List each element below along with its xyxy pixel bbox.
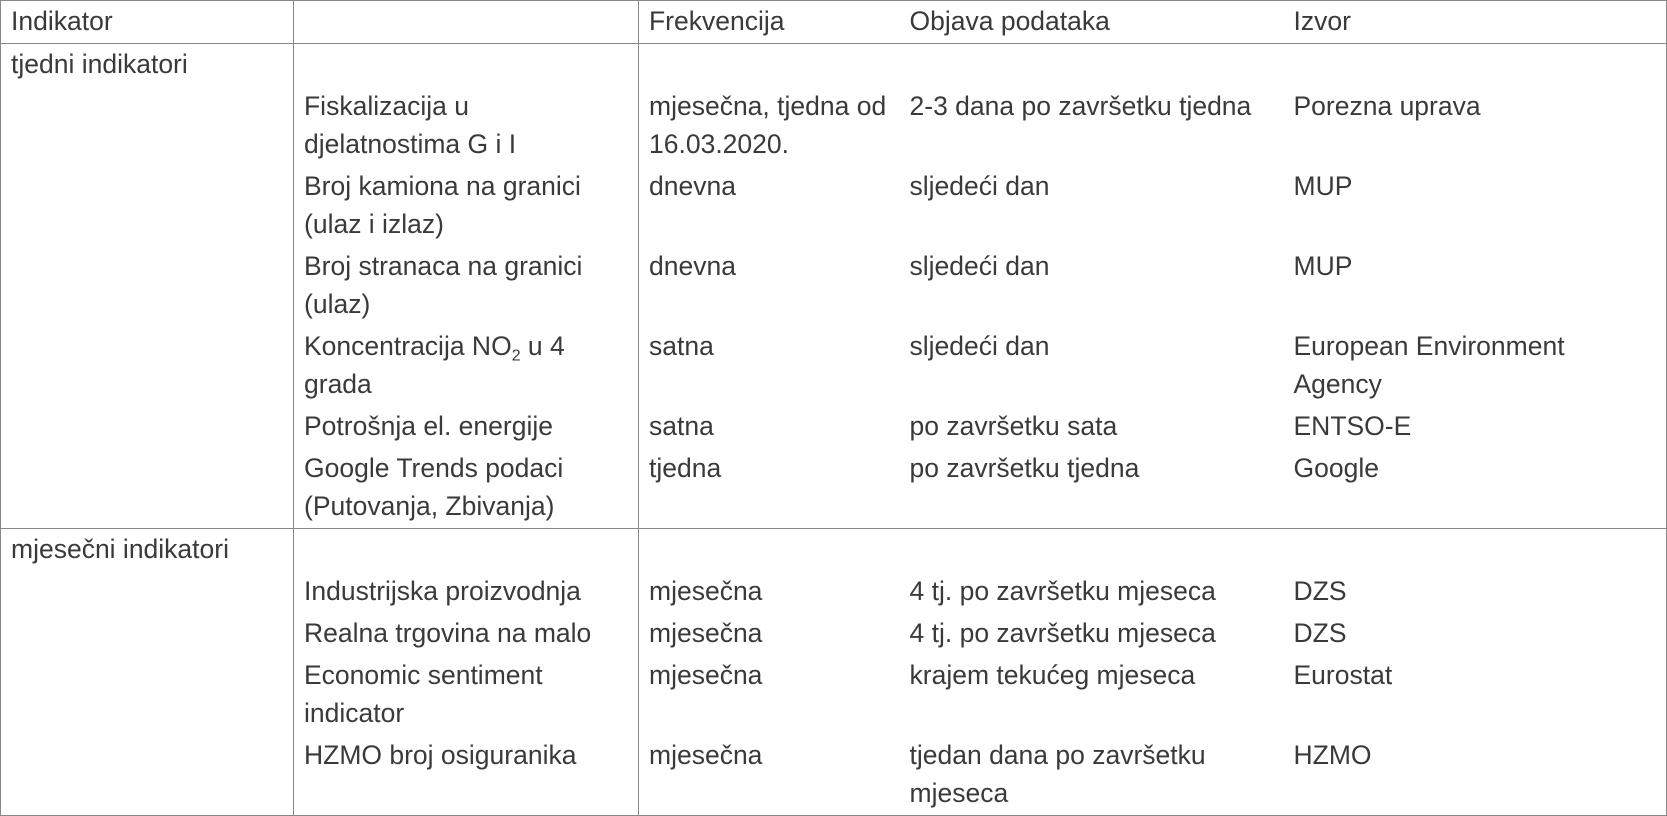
source: MUP <box>1284 166 1667 246</box>
header-frekvencija: Frekvencija <box>639 1 900 44</box>
header-row <box>1 1 1667 44</box>
table-row <box>1 246 1667 326</box>
group-title-row <box>1 44 1667 87</box>
frequency: dnevna <box>649 171 736 201</box>
source: European Environment Agency <box>1284 326 1667 406</box>
source: ENTSO-E <box>1284 406 1667 448</box>
indicator-name-post: u 4 grada <box>304 331 565 399</box>
release: po završetku tjedna <box>900 448 1284 529</box>
release: sljedeći dan <box>909 171 1050 201</box>
frequency: satna <box>649 331 714 361</box>
table-row <box>1 406 1667 448</box>
group-title: mjesečni indikatori <box>1 529 294 572</box>
indicator-name: HZMO broj osiguranika <box>294 735 639 816</box>
source: Google <box>1284 448 1667 529</box>
header-izvor: Izvor <box>1284 1 1667 44</box>
frequency: satna <box>649 411 714 441</box>
header-indikator: Indikator <box>1 1 294 44</box>
header-blank <box>294 1 639 44</box>
frequency: mjesečna <box>649 660 763 690</box>
frequency: mjesečna, tjedna od 16.03.2020. <box>649 91 887 159</box>
table-row <box>1 735 1667 816</box>
indicator-name: Broj kamiona na granici (ulaz i izlaz) <box>294 166 639 246</box>
release: sljedeći dan <box>909 251 1050 281</box>
table-row <box>1 326 1667 406</box>
indicator-name <box>294 326 639 406</box>
source: DZS <box>1284 613 1667 655</box>
release: 2-3 dana po završetku tjedna <box>909 91 1252 121</box>
table-row <box>1 613 1667 655</box>
table-row <box>1 571 1667 613</box>
frequency: mjesečna <box>649 576 763 606</box>
release: 4 tj. po završetku mjeseca <box>909 576 1216 606</box>
indicator-name: Realna trgovina na malo <box>294 613 639 655</box>
indicator-name: Broj stranaca na granici (ulaz) <box>294 246 639 326</box>
table-row <box>1 86 1667 166</box>
indicator-name: Google Trends podaci (Putovanja, Zbivanja) <box>294 448 639 529</box>
table-row <box>1 166 1667 246</box>
indicator-name-pre: Koncentracija NO <box>304 331 512 361</box>
source: MUP <box>1284 246 1667 326</box>
release: 4 tj. po završetku mjeseca <box>909 618 1216 648</box>
source: DZS <box>1284 571 1667 613</box>
indicator-name: Industrijska proizvodnja <box>294 571 639 613</box>
release: sljedeći dan <box>909 331 1050 361</box>
release: krajem tekućeg mjeseca <box>909 660 1196 690</box>
source: Eurostat <box>1284 655 1667 735</box>
table-row <box>1 655 1667 735</box>
group-title: tjedni indikatori <box>1 44 294 87</box>
frequency: mjesečna <box>639 735 900 816</box>
indicator-name: Economic sentiment indicator <box>294 655 639 735</box>
source: HZMO <box>1284 735 1667 816</box>
group-title-row <box>1 529 1667 572</box>
table-row <box>1 448 1667 529</box>
frequency: dnevna <box>649 251 736 281</box>
frequency: tjedna <box>639 448 900 529</box>
indicator-name: Fiskalizacija u djelatnostima G i I <box>294 86 639 166</box>
subscript-two: 2 <box>511 347 521 365</box>
indicator-name: Potrošnja el. energije <box>294 406 639 448</box>
header-objava: Objava podataka <box>900 1 1284 44</box>
source: Porezna uprava <box>1284 86 1667 166</box>
release: tjedan dana po završetku mjeseca <box>900 735 1284 816</box>
frequency: mjesečna <box>649 618 763 648</box>
release: po završetku sata <box>909 411 1118 441</box>
